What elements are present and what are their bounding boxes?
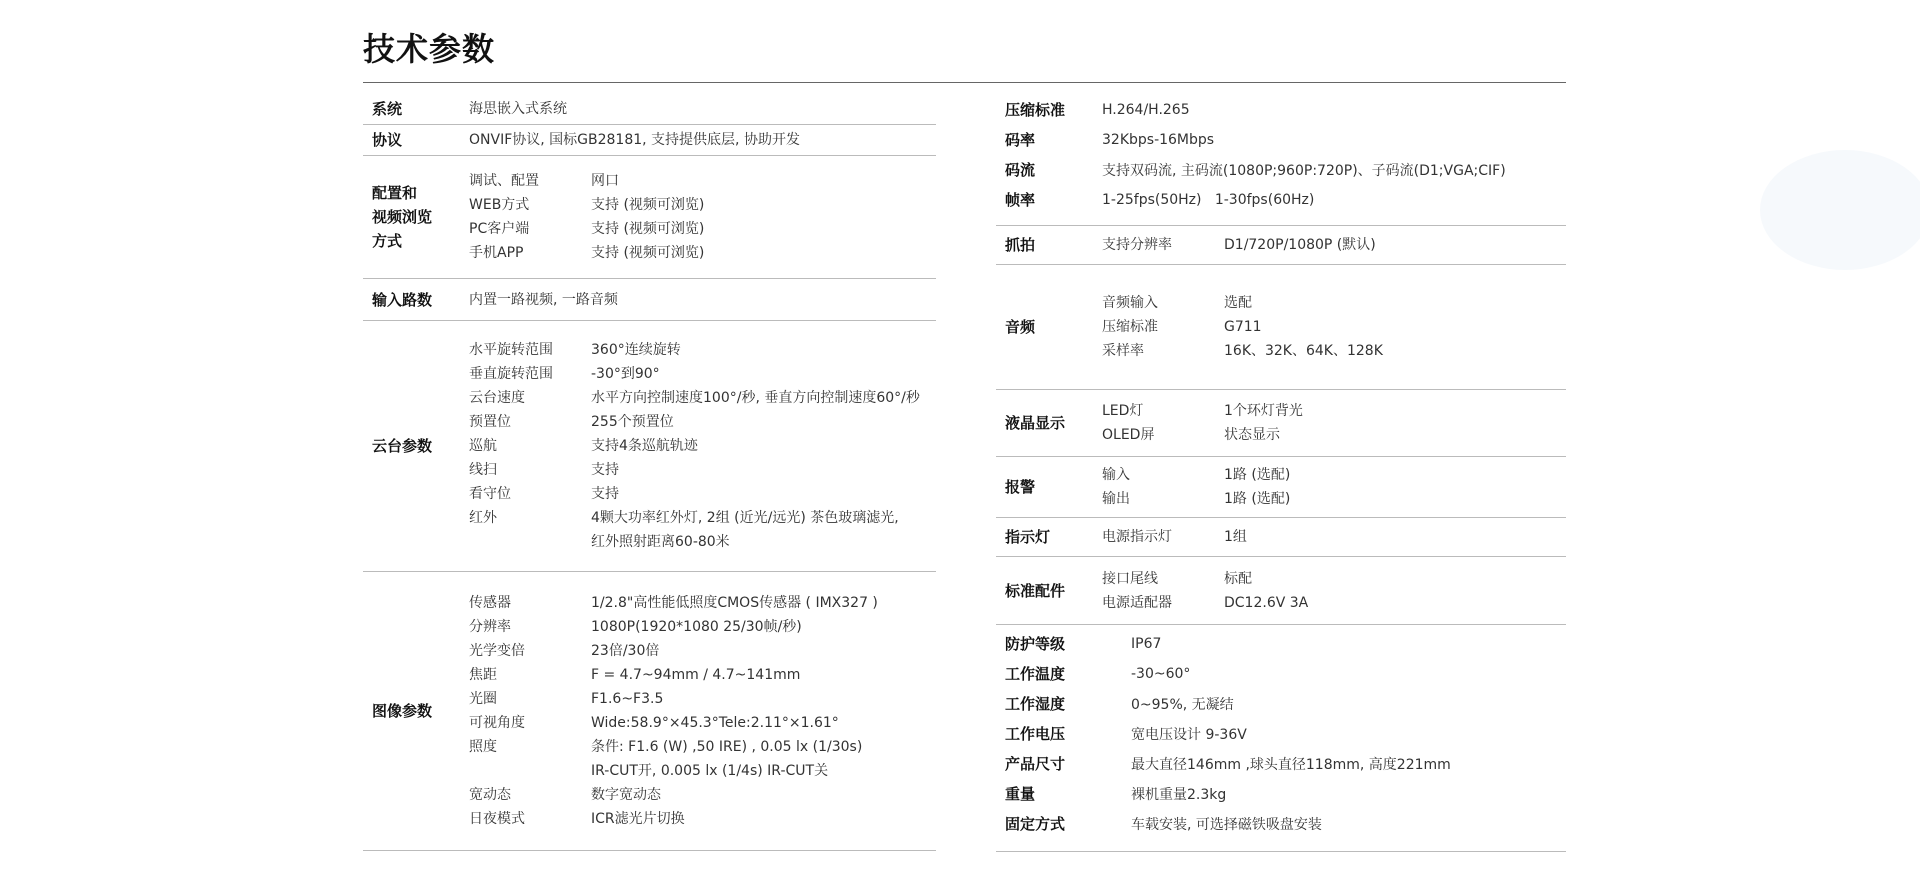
spec-value: 255个预置位 [591, 414, 674, 430]
spec-value: 海思嵌入式系统 [469, 101, 567, 117]
spec-section-image [363, 572, 936, 851]
spec-value: 1路 (选配) [1224, 491, 1291, 507]
spec-row-dimensions [996, 749, 1566, 779]
spec-value: DC12.6V 3A [1224, 594, 1309, 611]
spec-label: 码流 [1005, 161, 1036, 179]
spec-key: LED灯 [1102, 403, 1144, 419]
spec-key: 传感器 [469, 595, 511, 611]
spec-section-lcd [996, 390, 1566, 457]
spec-label: 音频 [1005, 318, 1036, 336]
spec-value: 裸机重量2.3kg [1131, 787, 1227, 803]
spec-key: 电源适配器 [1102, 594, 1172, 611]
spec-value: 宽电压设计 9-36V [1131, 727, 1247, 743]
spec-key: 红外 [469, 510, 497, 526]
spec-label: 工作温度 [1005, 665, 1066, 683]
spec-section-protocol [363, 125, 936, 156]
spec-value: 标配 [1224, 570, 1252, 587]
spec-key: 可视角度 [469, 715, 525, 731]
spec-value: Wide:58.9°×45.3°Tele:2.11°×1.61° [591, 715, 839, 731]
right-spec-column [996, 94, 1566, 852]
left-spec-column [363, 94, 936, 851]
spec-row-temperature [996, 659, 1566, 689]
spec-key: 支持分辨率 [1102, 237, 1172, 253]
spec-value: 支持4条巡航轨迹 [591, 438, 698, 454]
spec-value: D1/720P/1080P (默认) [1224, 237, 1376, 253]
title-divider [363, 82, 1566, 83]
spec-label: 标准配件 [1005, 581, 1066, 600]
spec-value: H.264/H.265 [1102, 102, 1190, 118]
spec-label: 输入路数 [372, 290, 433, 309]
spec-key: 看守位 [469, 486, 511, 502]
spec-label: 工作电压 [1005, 725, 1066, 743]
spec-row-protection [996, 629, 1566, 659]
spec-row-bitrate [996, 125, 1566, 155]
spec-label: 云台参数 [372, 437, 433, 455]
spec-value: 支持 [591, 486, 619, 502]
spec-row-voltage [996, 719, 1566, 749]
spec-key: 光学变倍 [469, 643, 525, 659]
spec-value: 支持 (视频可浏览) [591, 245, 705, 261]
spec-label: 液晶显示 [1005, 414, 1066, 432]
page-title: 技术参数 [363, 30, 496, 68]
spec-value: 32Kbps-16Mbps [1102, 132, 1215, 148]
spec-value: 支持 [591, 462, 619, 478]
spec-section-capture [996, 226, 1566, 265]
decorative-blob [1760, 150, 1920, 270]
spec-value: 1/2.8"高性能低照度CMOS传感器 ( IMX327 ) [591, 595, 878, 611]
spec-key: 光圈 [469, 691, 497, 707]
spec-key: 输出 [1102, 491, 1130, 507]
spec-label: 系统 [372, 100, 403, 118]
spec-section-config [363, 156, 936, 279]
spec-label: 抓拍 [1005, 236, 1036, 254]
spec-label: 固定方式 [1005, 815, 1066, 833]
spec-value: 1路 (选配) [1224, 467, 1291, 483]
spec-value: -30°到90° [591, 366, 660, 382]
spec-key: 垂直旋转范围 [469, 366, 553, 382]
spec-label: 防护等级 [1005, 635, 1066, 653]
spec-section-ptz [363, 321, 936, 572]
spec-value: ICR滤光片切换 [591, 811, 685, 827]
spec-key: 线扫 [469, 462, 497, 478]
spec-key: 云台速度 [469, 390, 525, 406]
spec-value: 内置一路视频, 一路音频 [469, 291, 618, 308]
spec-label: 指示灯 [1005, 528, 1051, 546]
spec-key: 压缩标准 [1102, 319, 1158, 335]
spec-value: 支持双码流, 主码流(1080P;960P:720P)、子码流(D1;VGA;CIF) [1102, 163, 1506, 179]
spec-label: 工作湿度 [1005, 695, 1066, 713]
spec-value: 1个环灯背光 [1224, 403, 1303, 419]
spec-value: -30~60° [1131, 666, 1191, 682]
spec-row-mounting [996, 809, 1566, 839]
spec-label: 图像参数 [372, 702, 433, 720]
spec-key: 宽动态 [469, 787, 511, 803]
spec-value: F1.6~F3.5 [591, 691, 664, 707]
spec-row-compression [996, 95, 1566, 125]
spec-value: 0~95%, 无凝结 [1131, 697, 1234, 713]
spec-section-alarm [996, 457, 1566, 518]
spec-key: 电源指示灯 [1102, 529, 1172, 545]
spec-row-weight [996, 779, 1566, 809]
spec-label: 重量 [1005, 785, 1036, 803]
spec-value: IP67 [1131, 636, 1162, 652]
spec-label: 产品尺寸 [1005, 755, 1066, 773]
spec-value: ONVIF协议, 国标GB28181, 支持提供底层, 协助开发 [469, 132, 800, 148]
spec-value: 状态显示 [1224, 427, 1280, 443]
spec-value: 1-25fps(50Hz) 1-30fps(60Hz) [1102, 192, 1315, 208]
spec-row-stream [996, 155, 1566, 185]
spec-label: 帧率 [1005, 191, 1036, 209]
spec-value: 最大直径146mm ,球头直径118mm, 高度221mm [1131, 757, 1451, 773]
spec-key: 分辨率 [469, 619, 511, 635]
spec-value: 支持 (视频可浏览) [591, 197, 705, 213]
spec-row-humidity [996, 689, 1566, 719]
spec-value: 车载安装, 可选择磁铁吸盘安装 [1131, 817, 1322, 833]
spec-key: 水平旋转范围 [469, 342, 553, 358]
spec-value: 支持 (视频可浏览) [591, 221, 705, 237]
spec-value: 数字宽动态 [591, 787, 661, 803]
spec-value: 1组 [1224, 529, 1247, 545]
spec-value: 选配 [1224, 295, 1252, 311]
spec-label: 报警 [1005, 478, 1036, 496]
spec-section-codec [996, 94, 1566, 226]
spec-key: OLED屏 [1102, 427, 1155, 443]
spec-key: 调试、配置 [469, 173, 539, 189]
spec-section-accessories [996, 557, 1566, 625]
spec-value: 水平方向控制速度100°/秒, 垂直方向控制速度60°/秒 [591, 390, 920, 406]
spec-label: 码率 [1005, 131, 1036, 149]
spec-key: 焦距 [469, 667, 497, 683]
spec-label: 压缩标准 [1005, 101, 1066, 119]
spec-key: 照度 [469, 739, 497, 755]
spec-key: WEB方式 [469, 197, 530, 213]
spec-value: 16K、32K、64K、128K [1224, 343, 1383, 359]
spec-value: 4颗大功率红外灯, 2组 (近光/远光) 茶色玻璃滤光, 红外照射距离60-80米 [591, 510, 899, 550]
spec-row-framerate [996, 185, 1566, 215]
spec-value: 360°连续旋转 [591, 342, 681, 358]
spec-value: G711 [1224, 319, 1262, 335]
spec-section-input-channels [363, 279, 936, 321]
spec-section-audio [996, 265, 1566, 390]
spec-section-system [363, 94, 936, 125]
spec-key: 采样率 [1102, 343, 1144, 359]
spec-key: 音频输入 [1102, 295, 1158, 311]
spec-section-indicator [996, 518, 1566, 557]
spec-key: PC客户端 [469, 221, 530, 237]
spec-value: 条件: F1.6 (W) ,50 IRE) , 0.05 lx (1/30s) IR-CUT开, 0.005 lx (1/4s) IR-CUT关 [591, 739, 863, 779]
spec-value: 1080P(1920*1080 25/30帧/秒) [591, 619, 802, 635]
spec-section-misc [996, 625, 1566, 852]
spec-key: 日夜模式 [469, 811, 525, 827]
spec-key: 预置位 [469, 414, 511, 430]
spec-value: 23倍/30倍 [591, 643, 660, 659]
spec-key: 巡航 [469, 438, 497, 454]
spec-value: 网口 [591, 173, 619, 189]
spec-key: 手机APP [469, 245, 524, 261]
spec-label: 协议 [372, 131, 403, 149]
spec-key: 输入 [1102, 467, 1130, 483]
spec-value: F = 4.7~94mm / 4.7~141mm [591, 667, 801, 683]
spec-label: 配置和 视频浏览 方式 [372, 184, 433, 250]
spec-key: 接口尾线 [1102, 570, 1158, 587]
